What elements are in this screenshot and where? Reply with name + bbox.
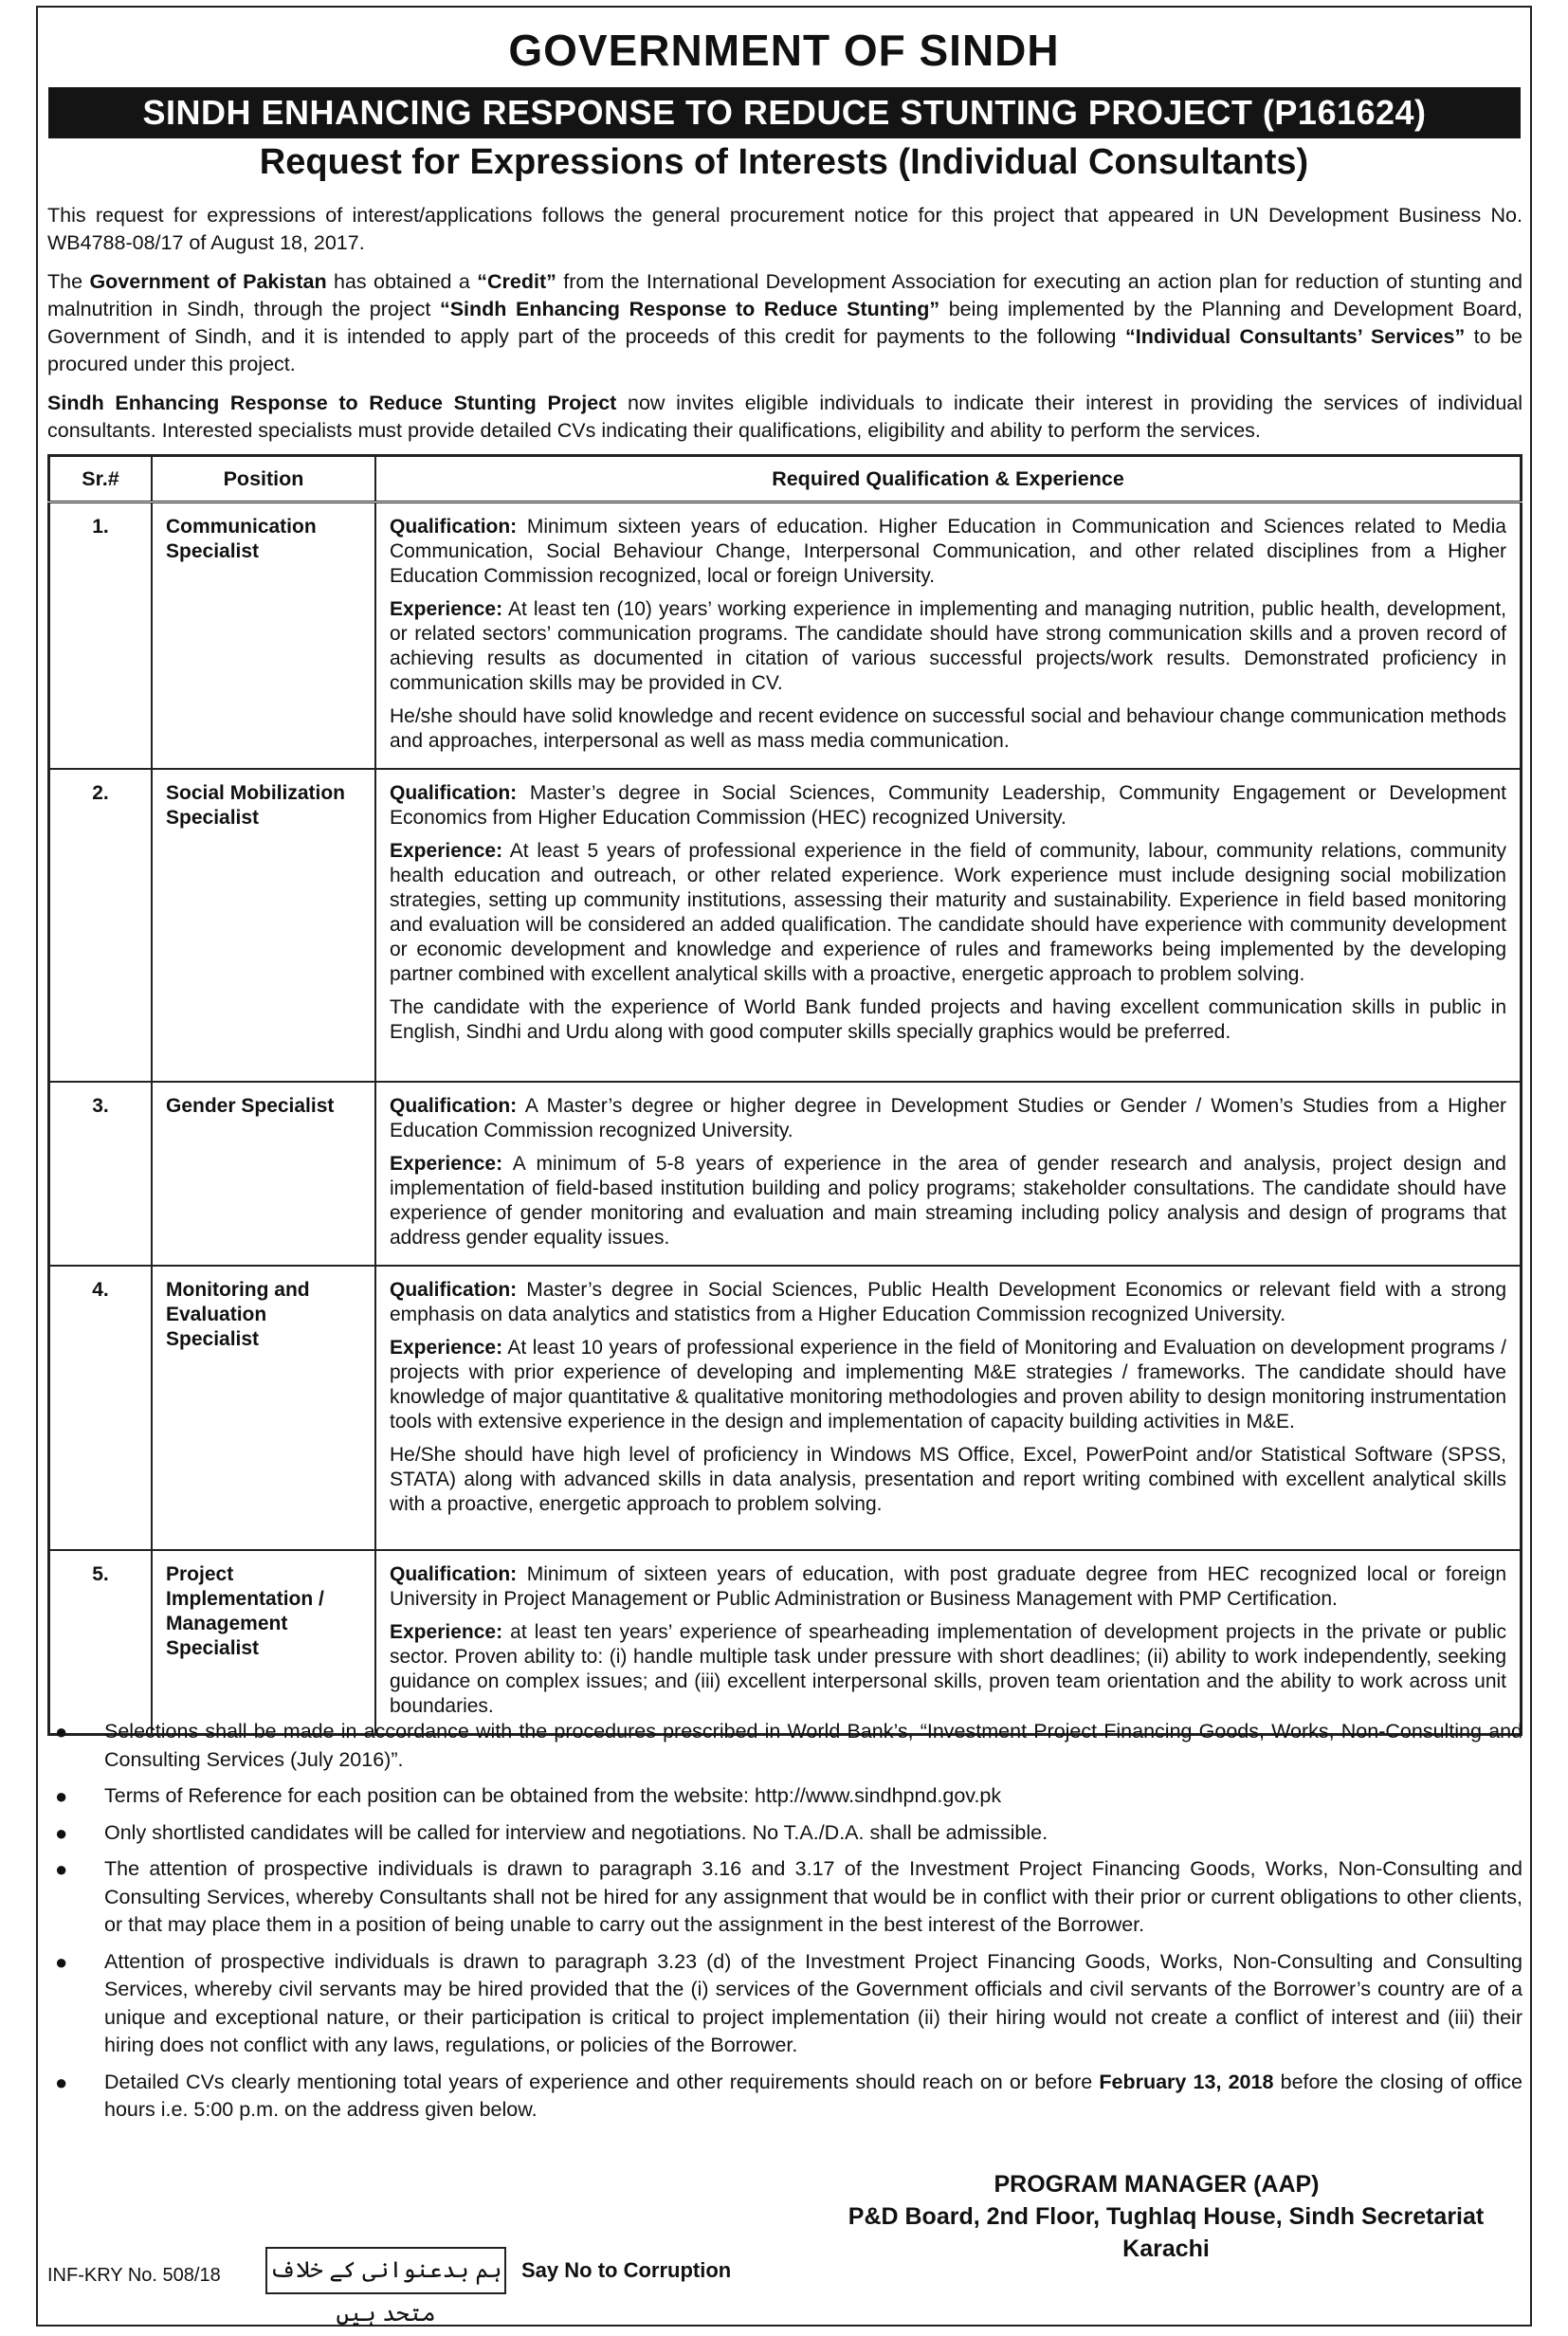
experience-text: Experience: At least ten (10) years’ working experience in implementing and managing nutrition, public health, development, or related sectors’ communication programs. The candidate should have strong communication skills and a proven record of achieving results as documented in citation of various successful projects/work results. Demonstrated proficiency in communication skills may be provided in CV. — [390, 598, 1506, 694]
row-sr: 3. — [49, 1082, 153, 1266]
bullet-icon: ● — [55, 1784, 68, 1808]
bullet-icon: ● — [55, 1820, 68, 1845]
program-manager-title: PROGRAM MANAGER (AAP) — [994, 2171, 1320, 2198]
list-item: ● Selections shall be made in accordance with the procedures prescribed in World Bank’s, “Investment Project Financing Goods, Works, Non-Consulting and Consulting Services (July 2016)”. — [55, 1720, 1522, 1771]
intro-paragraph-3: Sindh Enhancing Response to Reduce Stunting Project now invites eligible individuals to indicate their interest in providing the services of individual consultants. Interested specialists must provide detailed CVs indicating their qualifications, eligibility and ability to perform the services. — [47, 392, 1523, 442]
qualification-text: Qualification: A Master’s degree or higher degree in Development Studies or Gender / Women’s Studies from a Higher Education Commission recognized University. — [390, 1095, 1506, 1141]
row-sr: 1. — [49, 502, 153, 770]
row-sr: 5. — [49, 1550, 153, 1735]
list-item: ● Detailed CVs clearly mentioning total years of experience and other requirements should reach on or before February 13, 2018 before the closing of office hours i.e. 5:00 p.m. on the address given below. — [55, 2070, 1523, 2121]
list-item: ● Only shortlisted candidates will be called for interview and negotiations. No T.A./D.A. shall be admissible. — [47, 1819, 1522, 1848]
list-item: ● Terms of Reference for each position can be obtained from the website: http://www.sindhpnd.gov.pk — [47, 1782, 1522, 1811]
extra-text: He/She should have high level of proficiency in Windows MS Office, Excel, PowerPoint and/or Statistical Software (SPSS, STATA) along with advanced skills in data analysis, presentation and report writing combined with excellent analytical skills with a proactive, energetic approach to problem solving. — [390, 1444, 1506, 1515]
project-banner: SINDH ENHANCING RESPONSE TO REDUCE STUNTING PROJECT (P161624) — [48, 87, 1521, 138]
list-item: ● Attention of prospective individuals is drawn to paragraph 3.23 (d) of the Investment Project Financing Goods, Works, Non-Consulting and Consulting Services, whereby civil servants may be hired provided that the (i) services of the Government officials and civil servants of the Borrower’s country are of a unique and exceptional nature, or their participation is critical to project implementation (ii) their hiring would not create a conflict of interest and (iii) their hiring does not conflict with any laws, regulations, or policies of the Borrower. — [55, 1949, 1522, 2056]
intro-paragraph-2: The Government of Pakistan has obtained a “Credit” from the International Development Association for executing an action plan for reduction of stunting and malnutrition in Sindh, through the project “Sindh Enhancing Response to Reduce Stunting” being implemented by the Planning and Development Board, Government of Sindh, and it is intended to apply part of the proceeds of this credit for payments to the following “Individual Consultants’ Services” to be procured under this project. — [47, 270, 1522, 375]
bullet-icon: ● — [55, 1857, 68, 1881]
qualification-text: Qualification: Master’s degree in Social Sciences, Community Leadership, Community Engagement or Development Economics from Higher Education Commission (HEC) recognized University. — [390, 782, 1506, 829]
table-row — [49, 1082, 1522, 1266]
row-requirements — [375, 1550, 1522, 1735]
row-position: Communication Specialist — [152, 502, 375, 770]
table-row — [49, 1266, 1522, 1550]
header-sr: Sr.# — [49, 456, 153, 502]
qualification-text: Qualification: Minimum sixteen years of education. Higher Education in Communication and Sciences related to Media Communication, Social Behaviour Change, Interpersonal Communication, and other related disciplines from a Higher Education Commission recognized, local or foreign University. — [390, 516, 1506, 587]
table-row — [49, 502, 1522, 770]
qualification-text: Qualification: Master’s degree in Social Sciences, Public Health Development Economics or relevant field with a strong emphasis on data analytics and statistics from a Higher Education Commission recognized University. — [390, 1279, 1506, 1325]
rfei-subtitle: Request for Expressions of Interests (Individual Consultants) — [259, 142, 1309, 182]
row-requirements — [375, 1082, 1522, 1266]
list-item: ● The attention of prospective individuals is drawn to paragraph 3.16 and 3.17 of the Investment Project Financing Goods, Works, Non-Consulting and Consulting Services, whereby Consultants shall not be hired for any assignment that would be in conflict with their prior or current obligations to other clients, or that may place them in a position of being unable to carry out the assignment in the best interest of the Borrower. — [55, 1857, 1522, 1936]
positions-table — [47, 454, 1522, 1736]
table-row — [49, 1550, 1522, 1735]
row-requirements — [375, 502, 1522, 770]
row-position: Project Implementation / Management Specialist — [152, 1550, 375, 1735]
extra-text: He/she should have solid knowledge and recent evidence on successful social and behaviour change communication methods and approaches, interpersonal as well as mass media communication. — [390, 705, 1506, 752]
project-name-bold: Sindh Enhancing Response to Reduce Stunting Project — [47, 392, 617, 414]
office-city: Karachi — [1122, 2236, 1210, 2262]
row-position: Gender Specialist — [152, 1082, 375, 1266]
office-address: P&D Board, 2nd Floor, Tughlaq House, Sindh Secretariat — [848, 2203, 1485, 2230]
urdu-anti-corruption-stamp: ہم بدعنوانی کے خلاف متحد ہیں — [265, 2247, 506, 2294]
say-no-to-corruption: Say No to Corruption — [521, 2258, 732, 2282]
experience-text: Experience: at least ten years’ experience of spearheading implementation of development projects in the private or public sector. Proven ability to: (i) handle multiple task under pressure with short deadlines; (ii) ability to work independently, seeking guidance on complex issues; and (iii) excellent interpersonal skills, proven team orientation and the ability to work across unit boundaries. — [390, 1621, 1506, 1717]
project-name: “Sindh Enhancing Response to Reduce Stunting” — [439, 298, 940, 320]
bullet-icon: ● — [55, 1720, 68, 1743]
table-row — [49, 769, 1522, 1082]
extra-text: The candidate with the experience of World Bank funded projects and having excellent communication skills in public in English, Sindhi and Urdu along with good computer skills specially graphics would be preferred. — [390, 996, 1506, 1043]
terms-bullet-list — [47, 1718, 1522, 2133]
experience-text: Experience: At least 5 years of professional experience in the field of community, labour, community relations, community health education and outreach, or other related experience. Work experience must include designing social mobilization strategies, setting up community institutions, assessing their maturity and sustainability. Experience in field based monitoring and evaluation will be considered an added qualification. The candidate should have experience with community development or economic development and knowledge and experience of rules and frameworks being implemented by the developing partner combined with excellent analytical skills with a proactive, energetic approach to problem solving. — [390, 840, 1506, 985]
row-sr: 2. — [49, 769, 153, 1082]
bullet-icon: ● — [55, 2070, 68, 2094]
intro-paragraph-1: This request for expressions of interest/applications follows the general procurement notice for this project that appeared in UN Development Business No. WB4788-08/17 of August 18, 2017. — [47, 204, 1522, 254]
row-requirements — [375, 769, 1522, 1082]
experience-text: Experience: A minimum of 5-8 years of experience in the area of gender research and analysis, project design and implementation of field-based institution building and policy programs; stakeholder consultations. The candidate should have experience of gender monitoring and evaluation and main streaming including policy analysis and design of programs that address gender equality issues. — [390, 1153, 1506, 1249]
government-title: GOVERNMENT OF SINDH — [508, 26, 1060, 75]
credit-term: “Credit” — [477, 270, 556, 293]
table-header-row — [49, 456, 1522, 502]
experience-text: Experience: At least 10 years of professional experience in the field of Monitoring and Evaluation on development programs / projects with prior experience of developing and implementing M&E strategies / frameworks. The candidate should have knowledge of major quantitative & qualitative monitoring methodologies and proven ability to design monitoring instrumentation tools with extensive experience in the design and implementation of capacity building activities in M&E. — [390, 1337, 1506, 1433]
government-of-pakistan: Government of Pakistan — [89, 270, 327, 293]
row-requirements — [375, 1266, 1522, 1550]
header-requirements: Required Qualification & Experience — [375, 456, 1522, 502]
bullet-icon: ● — [55, 1949, 68, 1974]
header-position: Position — [152, 456, 375, 502]
row-position: Social Mobilization Specialist — [152, 769, 375, 1082]
qualification-text: Qualification: Minimum of sixteen years of education, with post graduate degree from HEC recognized local or foreign University in Project Management or Public Administration or Business Management with PMP Certification. — [390, 1563, 1506, 1610]
row-sr: 4. — [49, 1266, 153, 1550]
deadline-date: February 13, 2018 — [1099, 2070, 1274, 2093]
advert-reference: INF-KRY No. 508/18 — [47, 2265, 221, 2286]
row-position: Monitoring and Evaluation Specialist — [152, 1266, 375, 1550]
services-term: “Individual Consultants’ Services” — [1124, 325, 1466, 348]
